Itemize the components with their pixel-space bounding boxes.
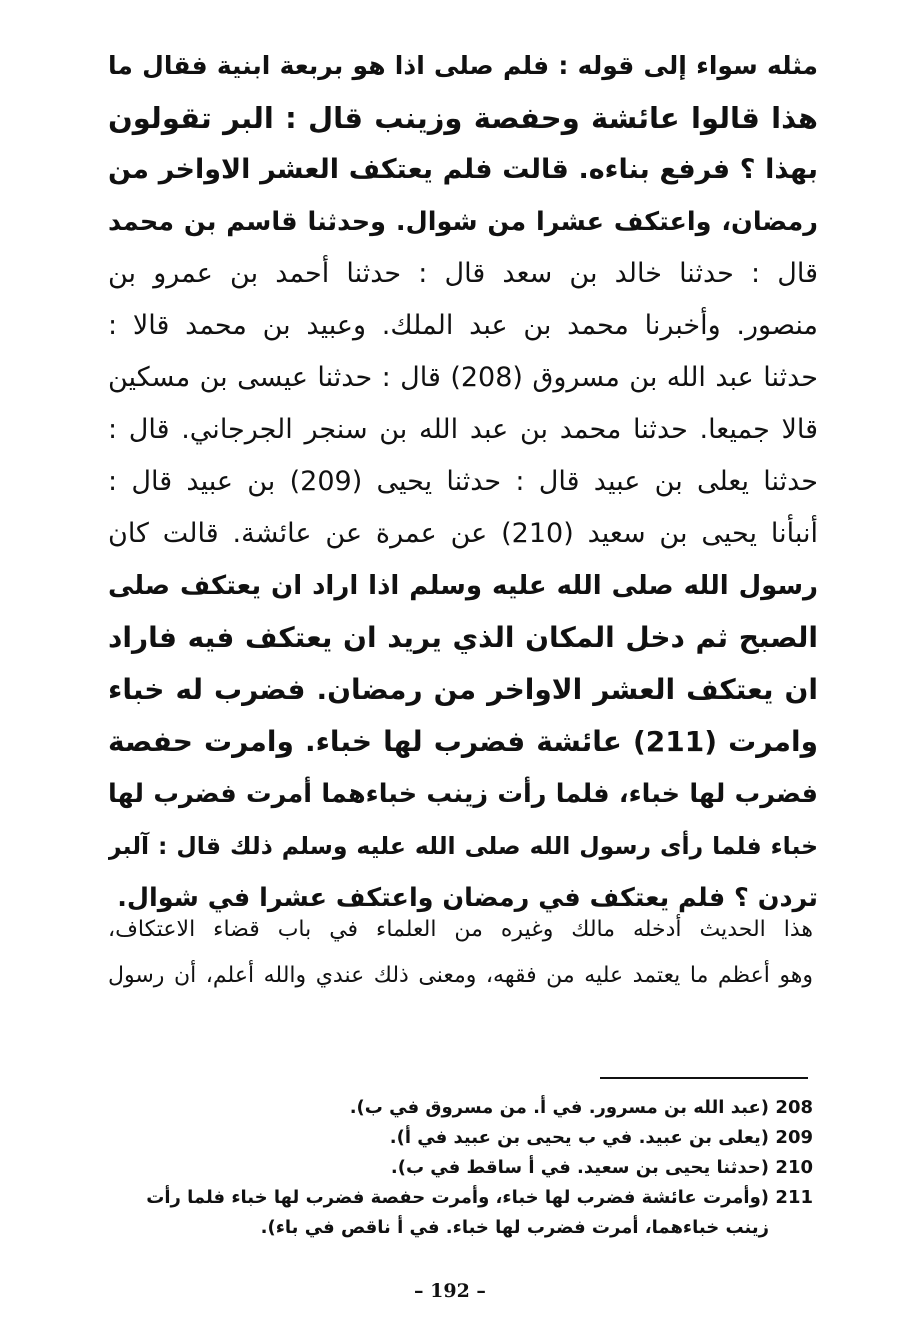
main-text-line: مثله سواء إلى قوله : فلم صلى اذا هو بربعة ابنية فقال ما	[108, 51, 818, 80]
commentary-paragraph	[108, 907, 813, 999]
footnote-number: 211	[775, 1187, 813, 1208]
main-text-line: حدثنا يعلى بن عبيد قال : حدثنا يحيى (209) بن عبيد قال :	[108, 466, 818, 497]
footnote-number: 209	[775, 1127, 813, 1148]
main-text-line: أنبأنا يحيى بن سعيد (210) عن عمرة عن عائشة. قالت كان	[108, 518, 818, 549]
main-text-line: قالا جميعا. حدثنا محمد بن عبد الله بن سنجر الجرجاني. قال :	[108, 414, 818, 445]
main-text-block	[108, 40, 818, 924]
footnote-text: (يعلى بن عبيد. في ب يحيى بن عبيد في أ).	[389, 1127, 769, 1148]
footnote-divider	[600, 1077, 808, 1079]
main-text-line: رسول الله صلى الله عليه وسلم اذا اراد ان يعتكف صلى	[108, 571, 818, 601]
footnote-text: (حدثنا يحيى بن سعيد. في أ ساقط في ب).	[390, 1157, 769, 1178]
footnote-number: 208	[775, 1097, 813, 1118]
main-text-line: رمضان، واعتكف عشرا من شوال. وحدثنا قاسم بن محمد	[108, 207, 818, 237]
main-text-line: هذا قالوا عائشة وحفصة وزينب قال : البر تقولون	[108, 101, 818, 135]
footnote-item	[108, 1123, 813, 1153]
main-text-line: الصبح ثم دخل المكان الذي يريد ان يعتكف فيه فاراد	[108, 621, 818, 654]
main-text-line: منصور. وأخبرنا محمد بن عبد الملك. وعبيد بن محمد قالا :	[108, 310, 818, 341]
page-number: – 192 –	[414, 1280, 486, 1302]
main-text-line: وامرت (211) عائشة فضرب لها خباء. وامرت حفصة	[108, 725, 818, 758]
commentary-line: هذا الحديث أدخله مالك وغيره من العلماء في باب قضاء الاعتكاف،	[108, 917, 813, 942]
main-text-line: بهذا ؟ فرفع بناءه. قالت فلم يعتكف العشر الاواخر من	[108, 154, 818, 185]
footnote-item	[108, 1153, 813, 1183]
main-text-line: خباء فلما رأى رسول الله صلى الله عليه وسلم ذلك قال : آلبر	[108, 832, 818, 860]
main-text-line: حدثنا عبد الله بن مسروق (208) قال : حدثنا عيسى بن مسكين	[108, 362, 818, 393]
main-text-line: فضرب لها خباء، فلما رأت زينب خباءهما أمرت فضرب لها	[108, 779, 818, 809]
footnotes-block	[108, 1093, 813, 1243]
footnote-item	[108, 1183, 813, 1243]
footnote-item	[108, 1093, 813, 1123]
main-text-line: قال : حدثنا خالد بن سعد قال : حدثنا أحمد بن عمرو بن	[108, 258, 818, 289]
footnote-number: 210	[775, 1157, 813, 1178]
footnote-text: (وأمرت عائشة فضرب لها خباء، وأمرت حفصة فضرب لها خباء فلما رأت زينب خباءهما، أمرت فضرب لها خباء. في أ ناقص في باء).	[146, 1187, 769, 1238]
footnote-text: (عبد الله بن مسرور. في أ. من مسروق في ب).	[349, 1097, 769, 1118]
main-text-line: ان يعتكف العشر الاواخر من رمضان. فضرب له خباء	[108, 673, 818, 706]
commentary-line: وهو أعظم ما يعتمد عليه من فقهه، ومعنى ذلك عندي والله أعلم، أن رسول	[108, 963, 813, 988]
main-text-line: تردن ؟ فلم يعتكف في رمضان واعتكف عشرا في شوال.	[117, 883, 818, 913]
